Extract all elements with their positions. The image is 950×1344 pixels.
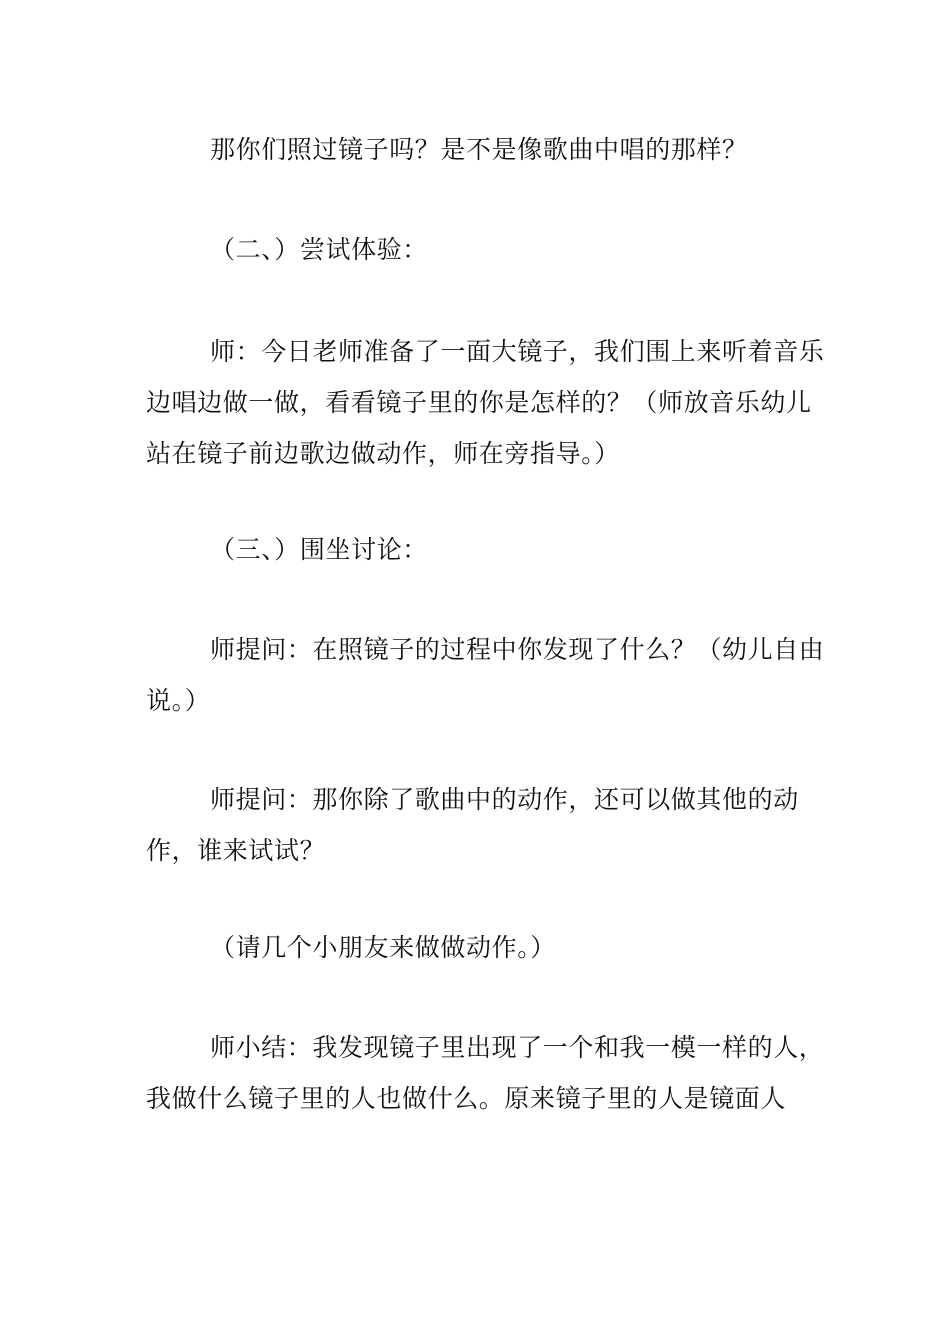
paragraph-teacher-question-2: 师提问：那你除了歌曲中的动作，还可以做其他的动作，谁来试试？	[146, 785, 799, 865]
section-heading-discussion: （三、）围坐讨论：	[210, 535, 428, 564]
section-heading-try-experience: （二、）尝试体验：	[210, 235, 428, 264]
paragraph-children-action: （请几个小朋友来做做动作。）	[210, 933, 556, 962]
paragraph-teacher-mirror: 师：今日老师准备了一面大镜子，我们围上来听着音乐边唱边做一做，看看镜子里的你是怎样的？（师放音乐幼儿站在镜子前边歌边做动作，师在旁指导。）	[146, 337, 825, 468]
paragraph-question: 那你们照过镜子吗？是不是像歌曲中唱的那样？	[210, 135, 748, 164]
paragraph-teacher-question-1: 师提问：在照镜子的过程中你发现了什么？（幼儿自由说。）	[146, 635, 825, 715]
paragraph-teacher-summary: 师小结：我发现镜子里出现了一个和我一模一样的人，我做什么镜子里的人也做什么。原来镜子里的人是镜面人	[146, 1033, 825, 1113]
